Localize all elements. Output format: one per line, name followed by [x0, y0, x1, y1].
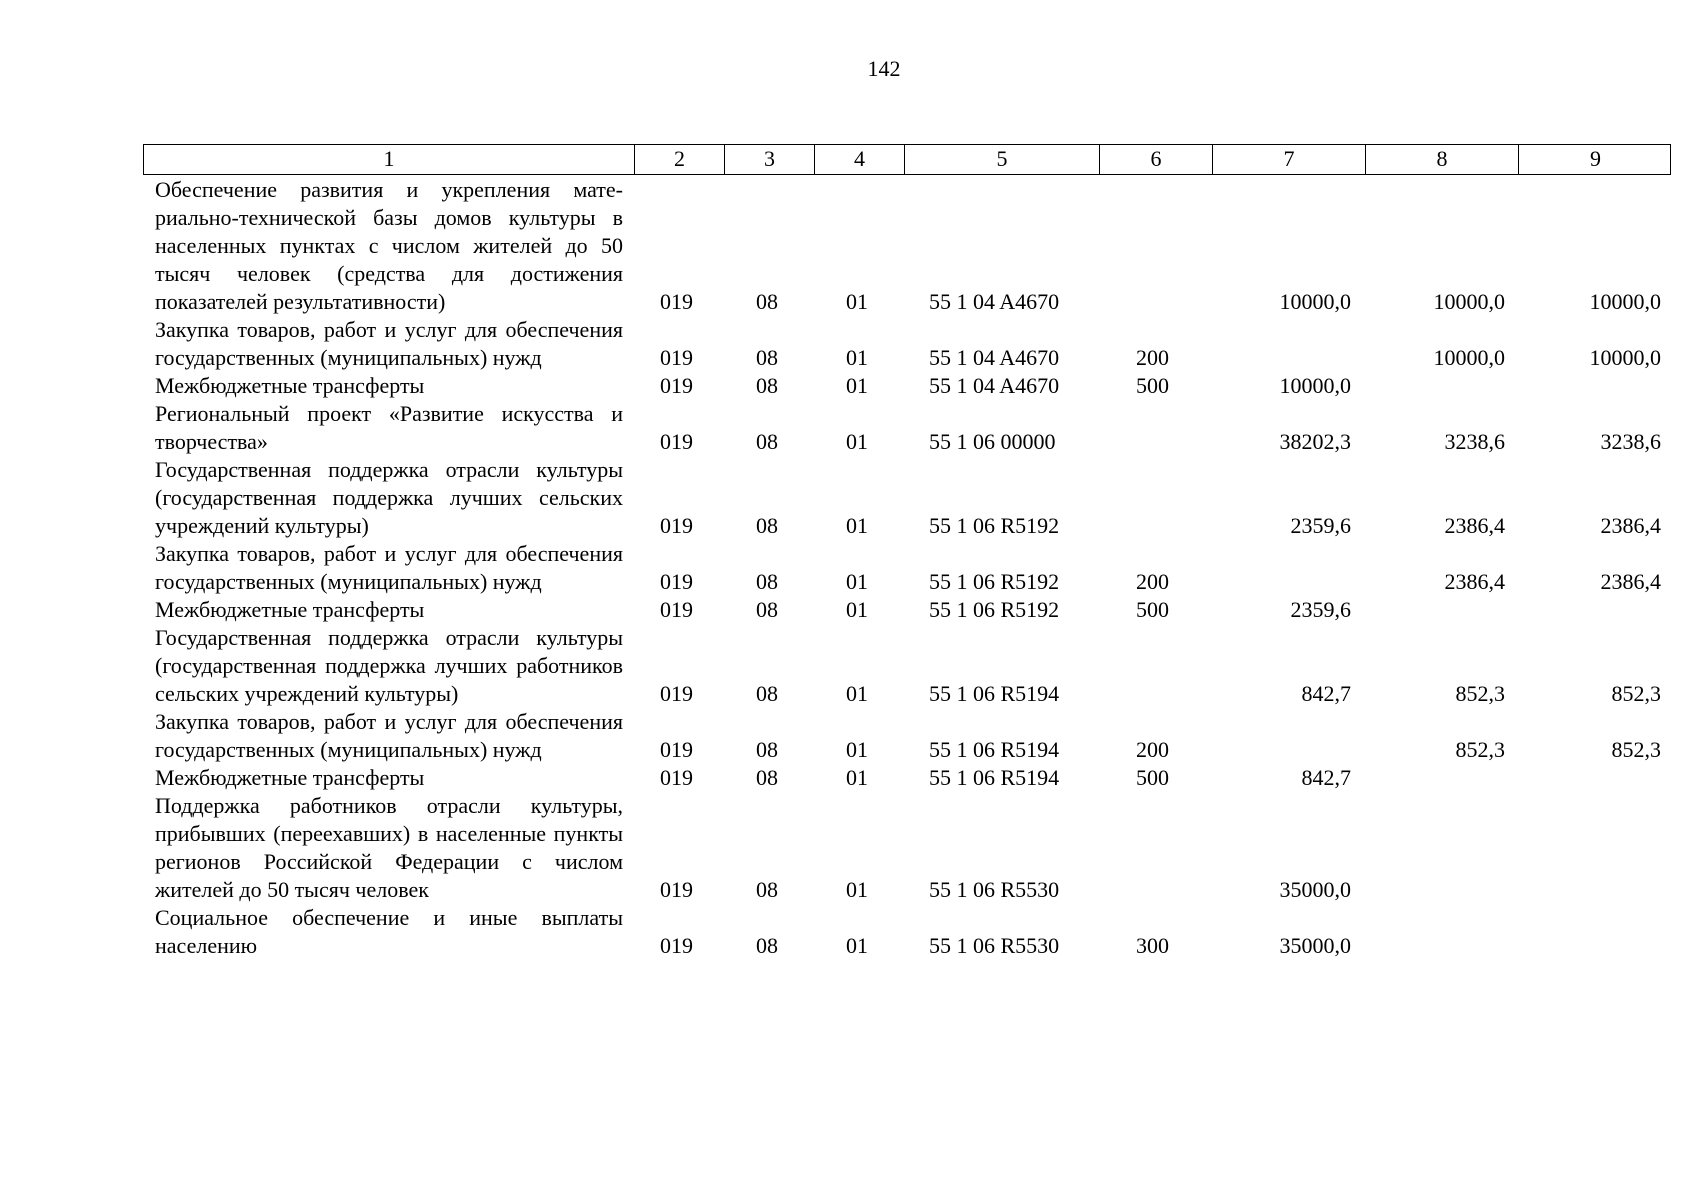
row-col-5: 55 1 04 A4670 — [929, 289, 1060, 314]
row-col-7: 38202,3 — [1279, 429, 1351, 454]
row-col-4: 01 — [846, 345, 868, 370]
row-col-5: 55 1 06 00000 — [929, 429, 1056, 454]
row-col-5: 55 1 06 R5192 — [929, 597, 1060, 622]
row-col-3: 08 — [756, 933, 778, 958]
row-col-3: 08 — [756, 765, 778, 790]
header-cell-2: 2 — [634, 145, 724, 174]
row-col-4: 01 — [846, 877, 868, 902]
row-col-2: 019 — [660, 597, 693, 622]
row-col-5: 55 1 06 R5194 — [929, 765, 1060, 790]
row-col-3: 08 — [756, 569, 778, 594]
row-col-9: 2386,4 — [1600, 569, 1661, 594]
row-col-5: 55 1 06 R5192 — [929, 513, 1060, 538]
row-col-7: 10000,0 — [1279, 289, 1351, 314]
row-col-5: 55 1 06 R5192 — [929, 569, 1060, 594]
row-col-6: 500 — [1136, 597, 1169, 622]
row-description: Закупка товаров, работ и услуг для обеспечения государственных (муниципальных) нужд — [155, 709, 623, 762]
row-col-2: 019 — [660, 289, 693, 314]
row-col-4: 01 — [846, 597, 868, 622]
header-cell-7: 7 — [1212, 145, 1365, 174]
row-col-9: 3238,6 — [1600, 429, 1661, 454]
row-col-6: 300 — [1136, 933, 1169, 958]
row-col-3: 08 — [756, 289, 778, 314]
table-row — [0, 176, 1697, 316]
row-col-8: 10000,0 — [1433, 289, 1505, 314]
row-col-7: 35000,0 — [1279, 933, 1351, 958]
row-col-2: 019 — [660, 569, 693, 594]
row-col-8: 10000,0 — [1433, 345, 1505, 370]
row-col-6: 500 — [1136, 373, 1169, 398]
row-col-4: 01 — [846, 289, 868, 314]
row-col-2: 019 — [660, 373, 693, 398]
row-col-8: 2386,4 — [1444, 569, 1505, 594]
row-col-4: 01 — [846, 373, 868, 398]
header-cell-3: 3 — [724, 145, 814, 174]
row-col-2: 019 — [660, 429, 693, 454]
row-description: Обеспечение развития и укрепления материально-технической базы домов культуры в населенных пунктах с числом жителей до 50 тысяч человек (средства для достижения показателей результативности) — [155, 177, 623, 314]
row-col-2: 019 — [660, 933, 693, 958]
row-col-5: 55 1 06 R5194 — [929, 681, 1060, 706]
row-col-7: 35000,0 — [1279, 877, 1351, 902]
row-col-6: 200 — [1136, 345, 1169, 370]
row-col-4: 01 — [846, 933, 868, 958]
row-description: Межбюджетные трансферты — [155, 373, 425, 398]
table-header-row — [143, 144, 1671, 175]
header-cell-1: 1 — [383, 146, 395, 171]
row-col-7: 10000,0 — [1279, 373, 1351, 398]
row-col-4: 01 — [846, 569, 868, 594]
row-col-5: 55 1 06 R5530 — [929, 933, 1060, 958]
table-row — [0, 764, 1697, 792]
row-col-3: 08 — [756, 345, 778, 370]
row-col-3: 08 — [756, 513, 778, 538]
row-col-2: 019 — [660, 737, 693, 762]
row-col-2: 019 — [660, 765, 693, 790]
row-col-6: 500 — [1136, 765, 1169, 790]
table-body — [0, 176, 1697, 960]
row-col-3: 08 — [756, 737, 778, 762]
table-row — [0, 316, 1697, 372]
row-col-8: 2386,4 — [1444, 513, 1505, 538]
row-col-5: 55 1 04 A4670 — [929, 345, 1060, 370]
row-col-7: 842,7 — [1301, 765, 1351, 790]
row-description: Межбюджетные трансферты — [155, 597, 425, 622]
row-description: Региональный проект «Развитие искусства и творчества» — [155, 401, 623, 454]
row-col-8: 852,3 — [1455, 737, 1505, 762]
row-col-3: 08 — [756, 373, 778, 398]
header-cell-8: 8 — [1365, 145, 1518, 174]
row-col-9: 10000,0 — [1589, 345, 1661, 370]
row-col-5: 55 1 06 R5194 — [929, 737, 1060, 762]
row-col-5: 55 1 04 A4670 — [929, 373, 1060, 398]
row-col-3: 08 — [756, 597, 778, 622]
row-description: Государственная поддержка отрасли культуры (государственная поддержка лучших работников сельских учреждений культуры) — [155, 625, 623, 706]
row-description: Поддержка работников отрасли культуры, прибывших (переехавших) в населенные пункты регионов Российской Федерации с числом жителей до 50 тысяч человек — [155, 793, 623, 902]
row-col-9: 10000,0 — [1589, 289, 1661, 314]
row-col-6: 200 — [1136, 737, 1169, 762]
row-col-4: 01 — [846, 765, 868, 790]
row-description: Закупка товаров, работ и услуг для обеспечения государственных (муниципальных) нужд — [155, 541, 623, 594]
row-col-7: 2359,6 — [1290, 597, 1351, 622]
table-row — [0, 540, 1697, 596]
row-col-3: 08 — [756, 429, 778, 454]
row-col-8: 852,3 — [1455, 681, 1505, 706]
row-description: Закупка товаров, работ и услуг для обеспечения государственных (муниципальных) нужд — [155, 317, 623, 370]
row-col-4: 01 — [846, 513, 868, 538]
row-col-2: 019 — [660, 513, 693, 538]
table-row — [0, 400, 1697, 456]
row-col-2: 019 — [660, 681, 693, 706]
header-cell-6: 6 — [1099, 145, 1212, 174]
row-col-4: 01 — [846, 429, 868, 454]
row-col-5: 55 1 06 R5530 — [929, 877, 1060, 902]
table-row — [0, 372, 1697, 400]
table-row — [0, 624, 1697, 708]
row-col-8: 3238,6 — [1444, 429, 1505, 454]
row-description: Социальное обеспечение и иные выплаты населению — [155, 905, 623, 958]
row-col-2: 019 — [660, 877, 693, 902]
table-row — [0, 904, 1697, 960]
row-description: Межбюджетные трансферты — [155, 765, 425, 790]
row-col-9: 2386,4 — [1600, 513, 1661, 538]
row-col-6: 200 — [1136, 569, 1169, 594]
row-col-4: 01 — [846, 737, 868, 762]
row-col-3: 08 — [756, 681, 778, 706]
table-row — [0, 456, 1697, 540]
row-description: Государственная поддержка отрасли культуры (государственная поддержка лучших сельских учреждений культуры) — [155, 457, 623, 538]
row-col-7: 842,7 — [1301, 681, 1351, 706]
row-col-7: 2359,6 — [1290, 513, 1351, 538]
header-cell-5: 5 — [904, 145, 1099, 174]
header-cell-4: 4 — [814, 145, 904, 174]
row-col-9: 852,3 — [1611, 681, 1661, 706]
page-number: 142 — [867, 56, 901, 81]
row-col-4: 01 — [846, 681, 868, 706]
header-cell-9: 9 — [1518, 145, 1672, 174]
table-row — [0, 596, 1697, 624]
row-col-3: 08 — [756, 877, 778, 902]
row-col-9: 852,3 — [1611, 737, 1661, 762]
row-col-2: 019 — [660, 345, 693, 370]
table-row — [0, 708, 1697, 764]
table-row — [0, 792, 1697, 904]
